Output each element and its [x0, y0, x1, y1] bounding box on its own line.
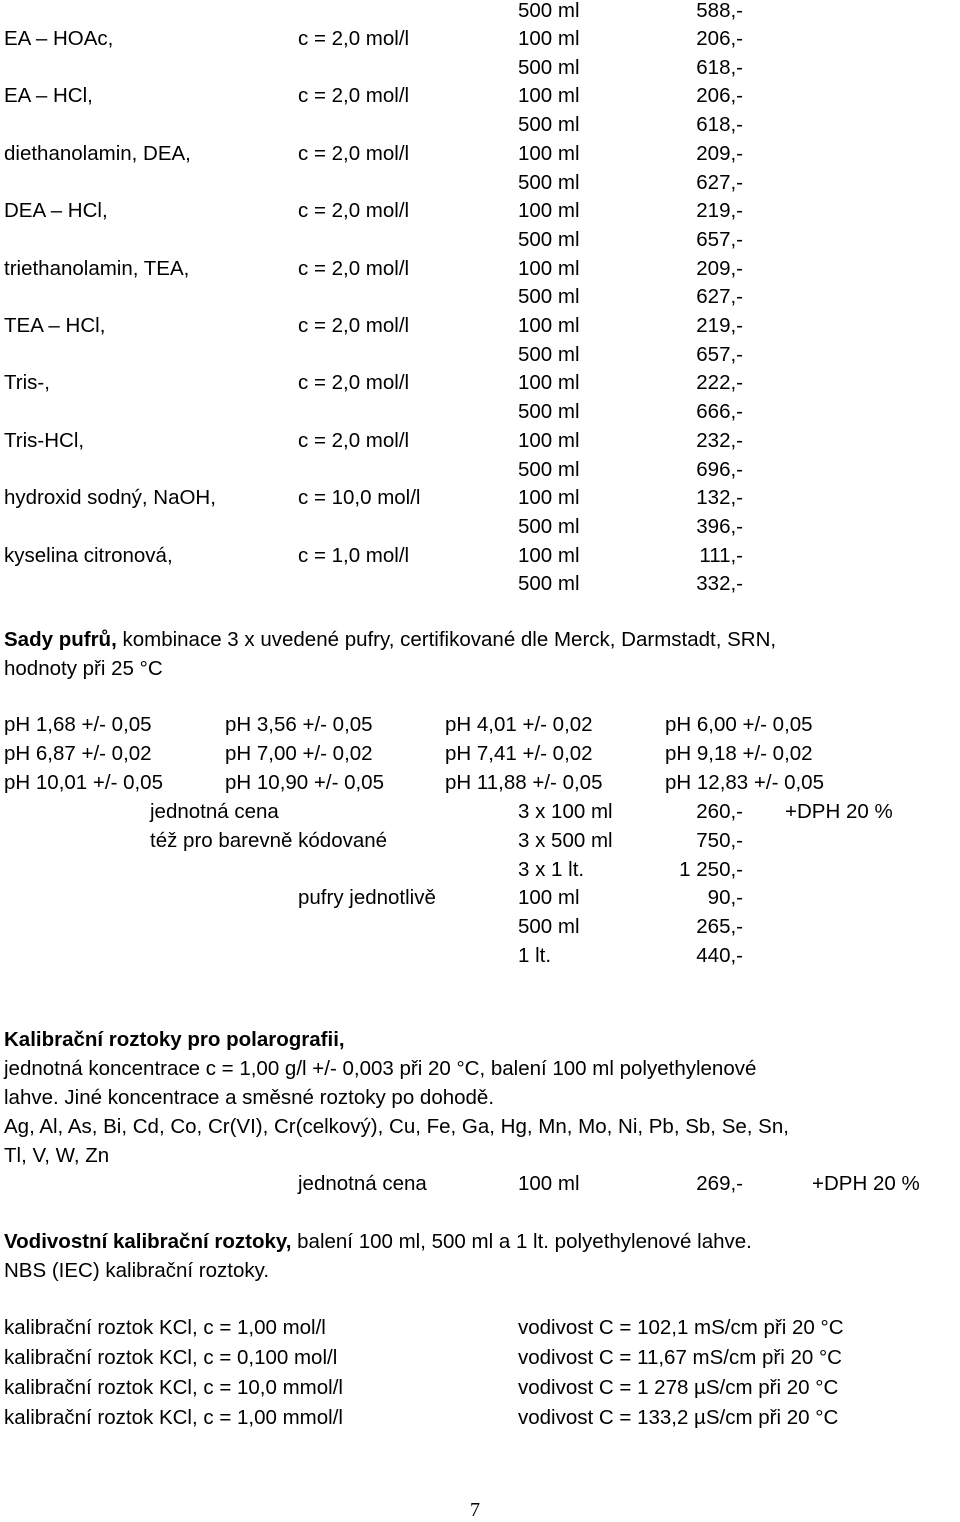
set-quantity: 3 x 500 ml	[518, 829, 613, 852]
table-price: 111,-	[699, 543, 743, 567]
table-price: 588,-	[696, 0, 743, 22]
conductivity-heading	[4, 1230, 752, 1254]
table-price: 132,-	[696, 486, 743, 510]
ph-value: pH 4,01 +/- 0,02	[445, 713, 593, 736]
table-price: 618,-	[696, 55, 743, 79]
table-volume: 500 ml	[518, 342, 580, 366]
table-price: 657,-	[696, 227, 743, 251]
table-volume: 100 ml	[518, 371, 580, 395]
product-name: EA – HOAc,	[4, 27, 114, 50]
product-concentration: c = 2,0 mol/l	[298, 84, 410, 108]
ph-value: pH 7,00 +/- 0,02	[225, 742, 373, 765]
table-price: 219,-	[696, 314, 743, 337]
color-coded-label: též pro barevně kódované	[150, 829, 388, 852]
product-name: Tris-HCl,	[4, 428, 85, 452]
set-quantity: 3 x 1 lt.	[518, 858, 585, 881]
table-volume: 100 ml	[518, 314, 580, 337]
table-volume: 100 ml	[518, 84, 580, 108]
product-name: diethanolamin, DEA,	[4, 141, 191, 165]
single-quantity: 500 ml	[518, 915, 580, 938]
table-volume: 500 ml	[518, 514, 580, 538]
single-quantity: 100 ml	[518, 886, 580, 909]
product-concentration: c = 2,0 mol/l	[298, 141, 410, 165]
table-volume: 500 ml	[518, 457, 580, 481]
vat-note: +DPH 20 %	[812, 1172, 920, 1195]
table-price: 657,-	[696, 342, 743, 366]
product-concentration: c = 2,0 mol/l	[298, 27, 410, 50]
elements-list: Tl, V, W, Zn	[4, 1144, 110, 1167]
polarography-price-label: jednotná cena	[298, 1172, 427, 1195]
table-volume: 500 ml	[518, 572, 580, 596]
buffer-sets-heading	[4, 628, 776, 652]
table-price: 627,-	[696, 285, 743, 309]
table-volume: 500 ml	[518, 113, 580, 137]
calibration-solution: kalibrační roztok KCl, c = 0,100 mol/l	[4, 1346, 338, 1369]
table-volume: 100 ml	[518, 141, 580, 165]
table-price: 209,-	[696, 141, 743, 165]
set-price: 1 250,-	[679, 858, 743, 881]
product-name: DEA – HCl,	[4, 199, 108, 223]
product-concentration: c = 1,0 mol/l	[298, 543, 410, 567]
table-volume: 100 ml	[518, 543, 580, 567]
vat-note: +DPH 20 %	[785, 800, 893, 823]
calibration-solution: kalibrační roztok KCl, c = 1,00 mmol/l	[4, 1406, 343, 1429]
conductivity-note: NBS (IEC) kalibrační roztoky.	[4, 1259, 270, 1282]
table-volume: 500 ml	[518, 55, 580, 79]
ph-value: pH 9,18 +/- 0,02	[665, 742, 813, 765]
polarography-text: lahve. Jiné koncentrace a směsné roztoky po dohodě.	[4, 1086, 495, 1109]
table-volume: 100 ml	[518, 486, 580, 510]
table-price: 618,-	[696, 113, 743, 137]
table-volume: 100 ml	[518, 428, 580, 452]
single-price: 440,-	[696, 944, 743, 967]
table-volume: 500 ml	[518, 285, 580, 309]
conductivity-title: Vodivostní kalibrační roztoky,	[4, 1230, 292, 1253]
ph-value: pH 12,83 +/- 0,05	[665, 771, 824, 794]
ph-value: pH 6,00 +/- 0,05	[665, 713, 813, 736]
single-price: 265,-	[696, 915, 743, 938]
calibration-solution: kalibrační roztok KCl, c = 10,0 mmol/l	[4, 1376, 343, 1399]
conductivity-value: vodivost C = 102,1 mS/cm při 20 °C	[518, 1316, 844, 1339]
table-price: 396,-	[696, 514, 743, 538]
conductivity-value: vodivost C = 133,2 µS/cm při 20 °C	[518, 1406, 839, 1429]
calibration-solution: kalibrační roztok KCl, c = 1,00 mol/l	[4, 1316, 326, 1339]
polarography-volume: 100 ml	[518, 1172, 580, 1195]
conductivity-value: vodivost C = 11,67 mS/cm při 20 °C	[518, 1346, 842, 1369]
table-volume: 500 ml	[518, 227, 580, 251]
table-price: 222,-	[696, 371, 743, 395]
ph-value: pH 3,56 +/- 0,05	[225, 713, 373, 736]
polarography-text: jednotná koncentrace c = 1,00 g/l +/- 0,003 při 20 °C, balení 100 ml polyethylenové	[4, 1057, 757, 1080]
set-price: 750,-	[696, 829, 743, 852]
elements-list: Ag, Al, As, Bi, Cd, Co, Cr(VI), Cr(celkový), Cu, Fe, Ga, Hg, Mn, Mo, Ni, Pb, Sb, Se, Sn,	[4, 1115, 789, 1138]
table-price: 696,-	[696, 457, 743, 481]
table-price: 666,-	[696, 400, 743, 424]
single-buffers-label: pufry jednotlivě	[298, 886, 436, 909]
ph-value: pH 10,01 +/- 0,05	[4, 771, 163, 794]
table-price: 627,-	[696, 170, 743, 194]
table-price: 206,-	[696, 84, 743, 108]
buffer-sets-conditions: hodnoty při 25 °C	[4, 657, 163, 680]
conductivity-value: vodivost C = 1 278 µS/cm při 20 °C	[518, 1376, 839, 1399]
table-price: 232,-	[696, 428, 743, 452]
set-quantity: 3 x 100 ml	[518, 800, 613, 823]
product-name: kyselina citronová,	[4, 543, 173, 567]
polarography-price: 269,-	[696, 1172, 743, 1195]
table-volume: 100 ml	[518, 27, 580, 50]
polarography-heading: Kalibrační roztoky pro polarografii,	[4, 1028, 345, 1051]
single-price: 90,-	[707, 886, 743, 909]
buffer-sets-desc: kombinace 3 x uvedené pufry, certifikované dle Merck, Darmstadt, SRN,	[116, 628, 777, 651]
page-number: 7	[470, 1499, 480, 1521]
product-concentration: c = 2,0 mol/l	[298, 428, 410, 452]
product-name: triethanolamin, TEA,	[4, 256, 190, 280]
ph-value: pH 1,68 +/- 0,05	[4, 713, 152, 736]
product-concentration: c = 2,0 mol/l	[298, 314, 410, 337]
ph-value: pH 6,87 +/- 0,02	[4, 742, 152, 765]
product-concentration: c = 2,0 mol/l	[298, 371, 410, 395]
single-quantity: 1 lt.	[518, 944, 552, 967]
product-concentration: c = 2,0 mol/l	[298, 199, 410, 223]
product-concentration: c = 10,0 mol/l	[298, 486, 421, 510]
product-name: Tris-,	[4, 371, 50, 395]
ph-value: pH 7,41 +/- 0,02	[445, 742, 593, 765]
table-price: 209,-	[696, 256, 743, 280]
table-volume: 100 ml	[518, 256, 580, 280]
ph-value: pH 10,90 +/- 0,05	[225, 771, 384, 794]
table-volume: 500 ml	[518, 170, 580, 194]
table-volume: 100 ml	[518, 199, 580, 223]
set-price: 260,-	[696, 800, 743, 823]
product-concentration: c = 2,0 mol/l	[298, 256, 410, 280]
table-volume: 500 ml	[518, 400, 580, 424]
unit-price-label: jednotná cena	[150, 800, 279, 823]
table-price: 219,-	[696, 199, 743, 223]
product-name: EA – HCl,	[4, 84, 93, 108]
table-price: 332,-	[696, 572, 743, 596]
buffer-sets-title: Sady pufrů,	[4, 628, 117, 651]
table-volume: 500 ml	[518, 0, 580, 22]
product-name: TEA – HCl,	[4, 314, 106, 337]
product-name: hydroxid sodný, NaOH,	[4, 486, 216, 510]
conductivity-desc: balení 100 ml, 500 ml a 1 lt. polyethylenové lahve.	[291, 1230, 752, 1253]
ph-value: pH 11,88 +/- 0,05	[445, 771, 603, 794]
table-price: 206,-	[696, 27, 743, 50]
